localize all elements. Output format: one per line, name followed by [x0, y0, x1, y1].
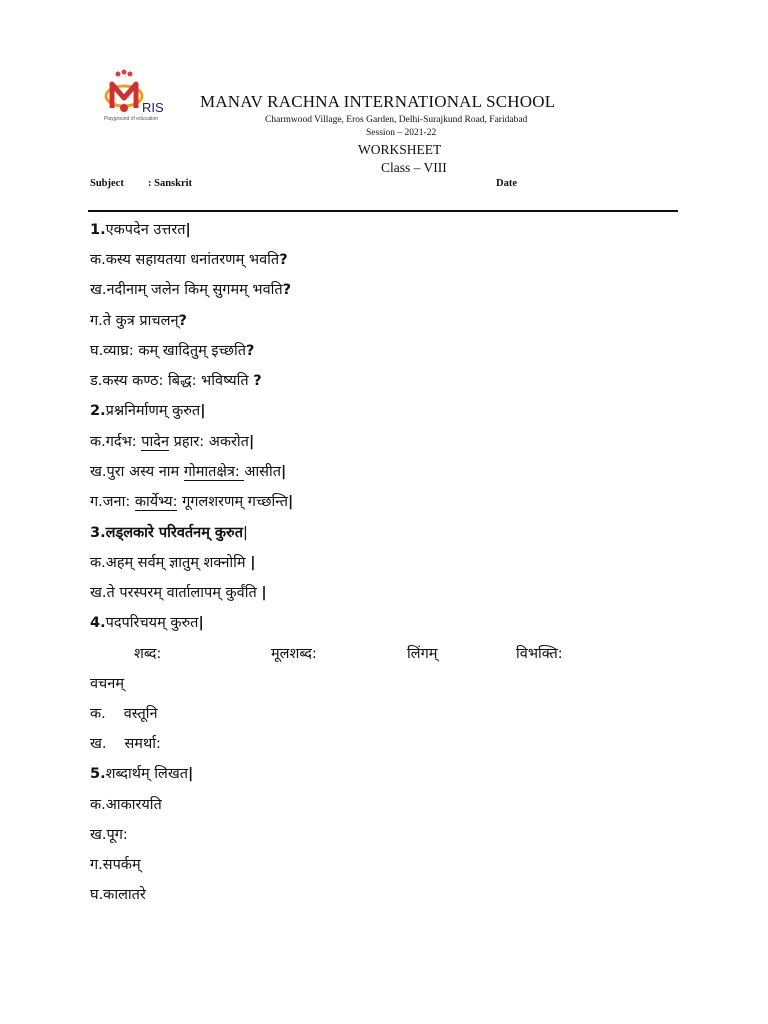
q2-item-pre: ख.पुरा अस्य नाम	[90, 464, 184, 480]
session: Session – 2021-22	[366, 128, 437, 138]
q1-item-mark: ?	[178, 313, 187, 329]
q2-item	[90, 491, 293, 511]
q1-number: 1.	[90, 222, 106, 238]
q1-item-text: ग.ते कुत्र प्राचलन्	[90, 313, 179, 329]
subject-label: Subject	[90, 178, 124, 189]
q4-row	[90, 703, 158, 723]
q2-item-post: प्रहार: अकरोत	[169, 434, 249, 450]
q1-item-text: घ.व्याघ्र: कम् खादितुम् इच्छति	[90, 343, 247, 359]
q4-row-word: समर्था:	[124, 736, 161, 752]
q3-item	[90, 552, 255, 572]
subject-value: : Sanskrit	[148, 178, 193, 189]
q2-item-underlined: गोमातक्षेत्र:	[183, 464, 245, 480]
school-address: Charmwood Village, Eros Garden, Delhi-Surajkund Road, Faridabad	[265, 115, 528, 125]
q2-heading	[90, 400, 205, 420]
q1-item-text: ड.कस्य कण्ठ: बिद्ध: भविष्यति	[90, 373, 254, 389]
q4-heading	[90, 612, 204, 632]
q1-bar: |	[185, 222, 191, 238]
q4-row-label: क.	[90, 706, 106, 722]
q1-item-mark: ?	[246, 343, 255, 359]
q4-col-word: शब्द:	[134, 646, 162, 662]
date-label: Date	[496, 178, 517, 189]
q4-col-root: मूलशब्द:	[271, 646, 317, 662]
q2-item-bar: |	[248, 434, 255, 450]
q2-item-post: गूगलशरणम् गच्छन्ति	[177, 494, 288, 510]
q4-col-case: विभक्ति:	[516, 646, 563, 662]
q2-item-underlined: कार्येभ्य:	[134, 494, 178, 510]
school-name: MANAV RACHNA INTERNATIONAL SCHOOL	[200, 92, 556, 111]
q4-row-label: ख.	[90, 736, 107, 752]
q3-number: 3.	[90, 525, 106, 541]
q2-title: प्रश्ननिर्माणम् कुरुत	[105, 403, 201, 419]
q4-row-word: वस्तूनि	[123, 706, 158, 722]
q3-item-text: क.अहम् सर्वम् ज्ञातुम् शक्नोमि	[90, 555, 251, 571]
school-logo	[102, 68, 174, 138]
q1-title: एकपदेन उत्तरत	[105, 222, 186, 238]
q5-heading	[90, 763, 193, 783]
q5-title: शब्दार्थम् लिखत	[105, 766, 189, 782]
q2-item-bar: |	[281, 464, 287, 480]
q5-item: क.आकारयति	[90, 797, 162, 813]
q5-item: घ.कालातरे	[90, 887, 146, 903]
q3-item	[90, 582, 267, 602]
q2-item-bar: |	[287, 494, 294, 510]
q5-item: ख.पूग:	[90, 827, 128, 843]
q5-bar: |	[188, 766, 194, 782]
q1-item-mark: ?	[253, 373, 262, 389]
q3-heading	[90, 522, 248, 542]
q1-item	[90, 310, 187, 330]
q1-item-text: ख.नदीनाम् जलेन किम् सुगमम् भवति	[90, 282, 283, 298]
q4-bar: |	[198, 615, 204, 631]
q2-item-post: आसीत	[244, 464, 281, 480]
q1-item	[90, 249, 288, 269]
doc-title: WORKSHEET	[358, 142, 442, 157]
q3-item-text: ख.ते परस्परम् वार्तालापम् कुर्वंति	[90, 585, 262, 601]
q3-item-mark: |	[261, 585, 267, 601]
q2-bar: |	[200, 403, 206, 419]
q5-number: 5.	[90, 766, 106, 782]
q4-row	[90, 733, 161, 753]
q1-item-text: क.कस्य सहायतया धनांतरणम् भवति	[90, 252, 280, 268]
q1-item	[90, 340, 254, 360]
q2-item	[90, 461, 286, 481]
q3-bar: |	[243, 525, 248, 541]
class-label: Class – VIII	[381, 160, 447, 175]
q3-title: लड्लकारे परिवर्तनम् कुरुत	[105, 525, 243, 541]
q1-item	[90, 279, 291, 299]
q1-item-mark: ?	[279, 252, 288, 268]
q1-heading	[90, 219, 191, 239]
q2-item	[90, 431, 254, 451]
q4-title: पदपरिचयम् कुरुत	[105, 615, 199, 631]
q4-col-gender: लिंगम्	[407, 646, 438, 662]
q4-col-number: वचनम्	[90, 676, 124, 692]
q3-item-mark: |	[250, 555, 256, 571]
q2-number: 2.	[90, 403, 106, 419]
q1-item-mark: ?	[282, 282, 292, 298]
q1-item	[90, 370, 262, 390]
header-divider	[88, 210, 678, 212]
q5-item: ग.सपर्कम्	[90, 857, 141, 873]
logo-tagline: Playground of education	[104, 116, 158, 122]
q2-item-pre: ग.जना:	[90, 494, 135, 510]
q2-item-pre: क.गर्दभ:	[90, 434, 142, 450]
logo-text: RIS	[142, 100, 164, 115]
q4-number: 4.	[90, 615, 106, 631]
q2-item-underlined: पादेन	[141, 434, 170, 450]
